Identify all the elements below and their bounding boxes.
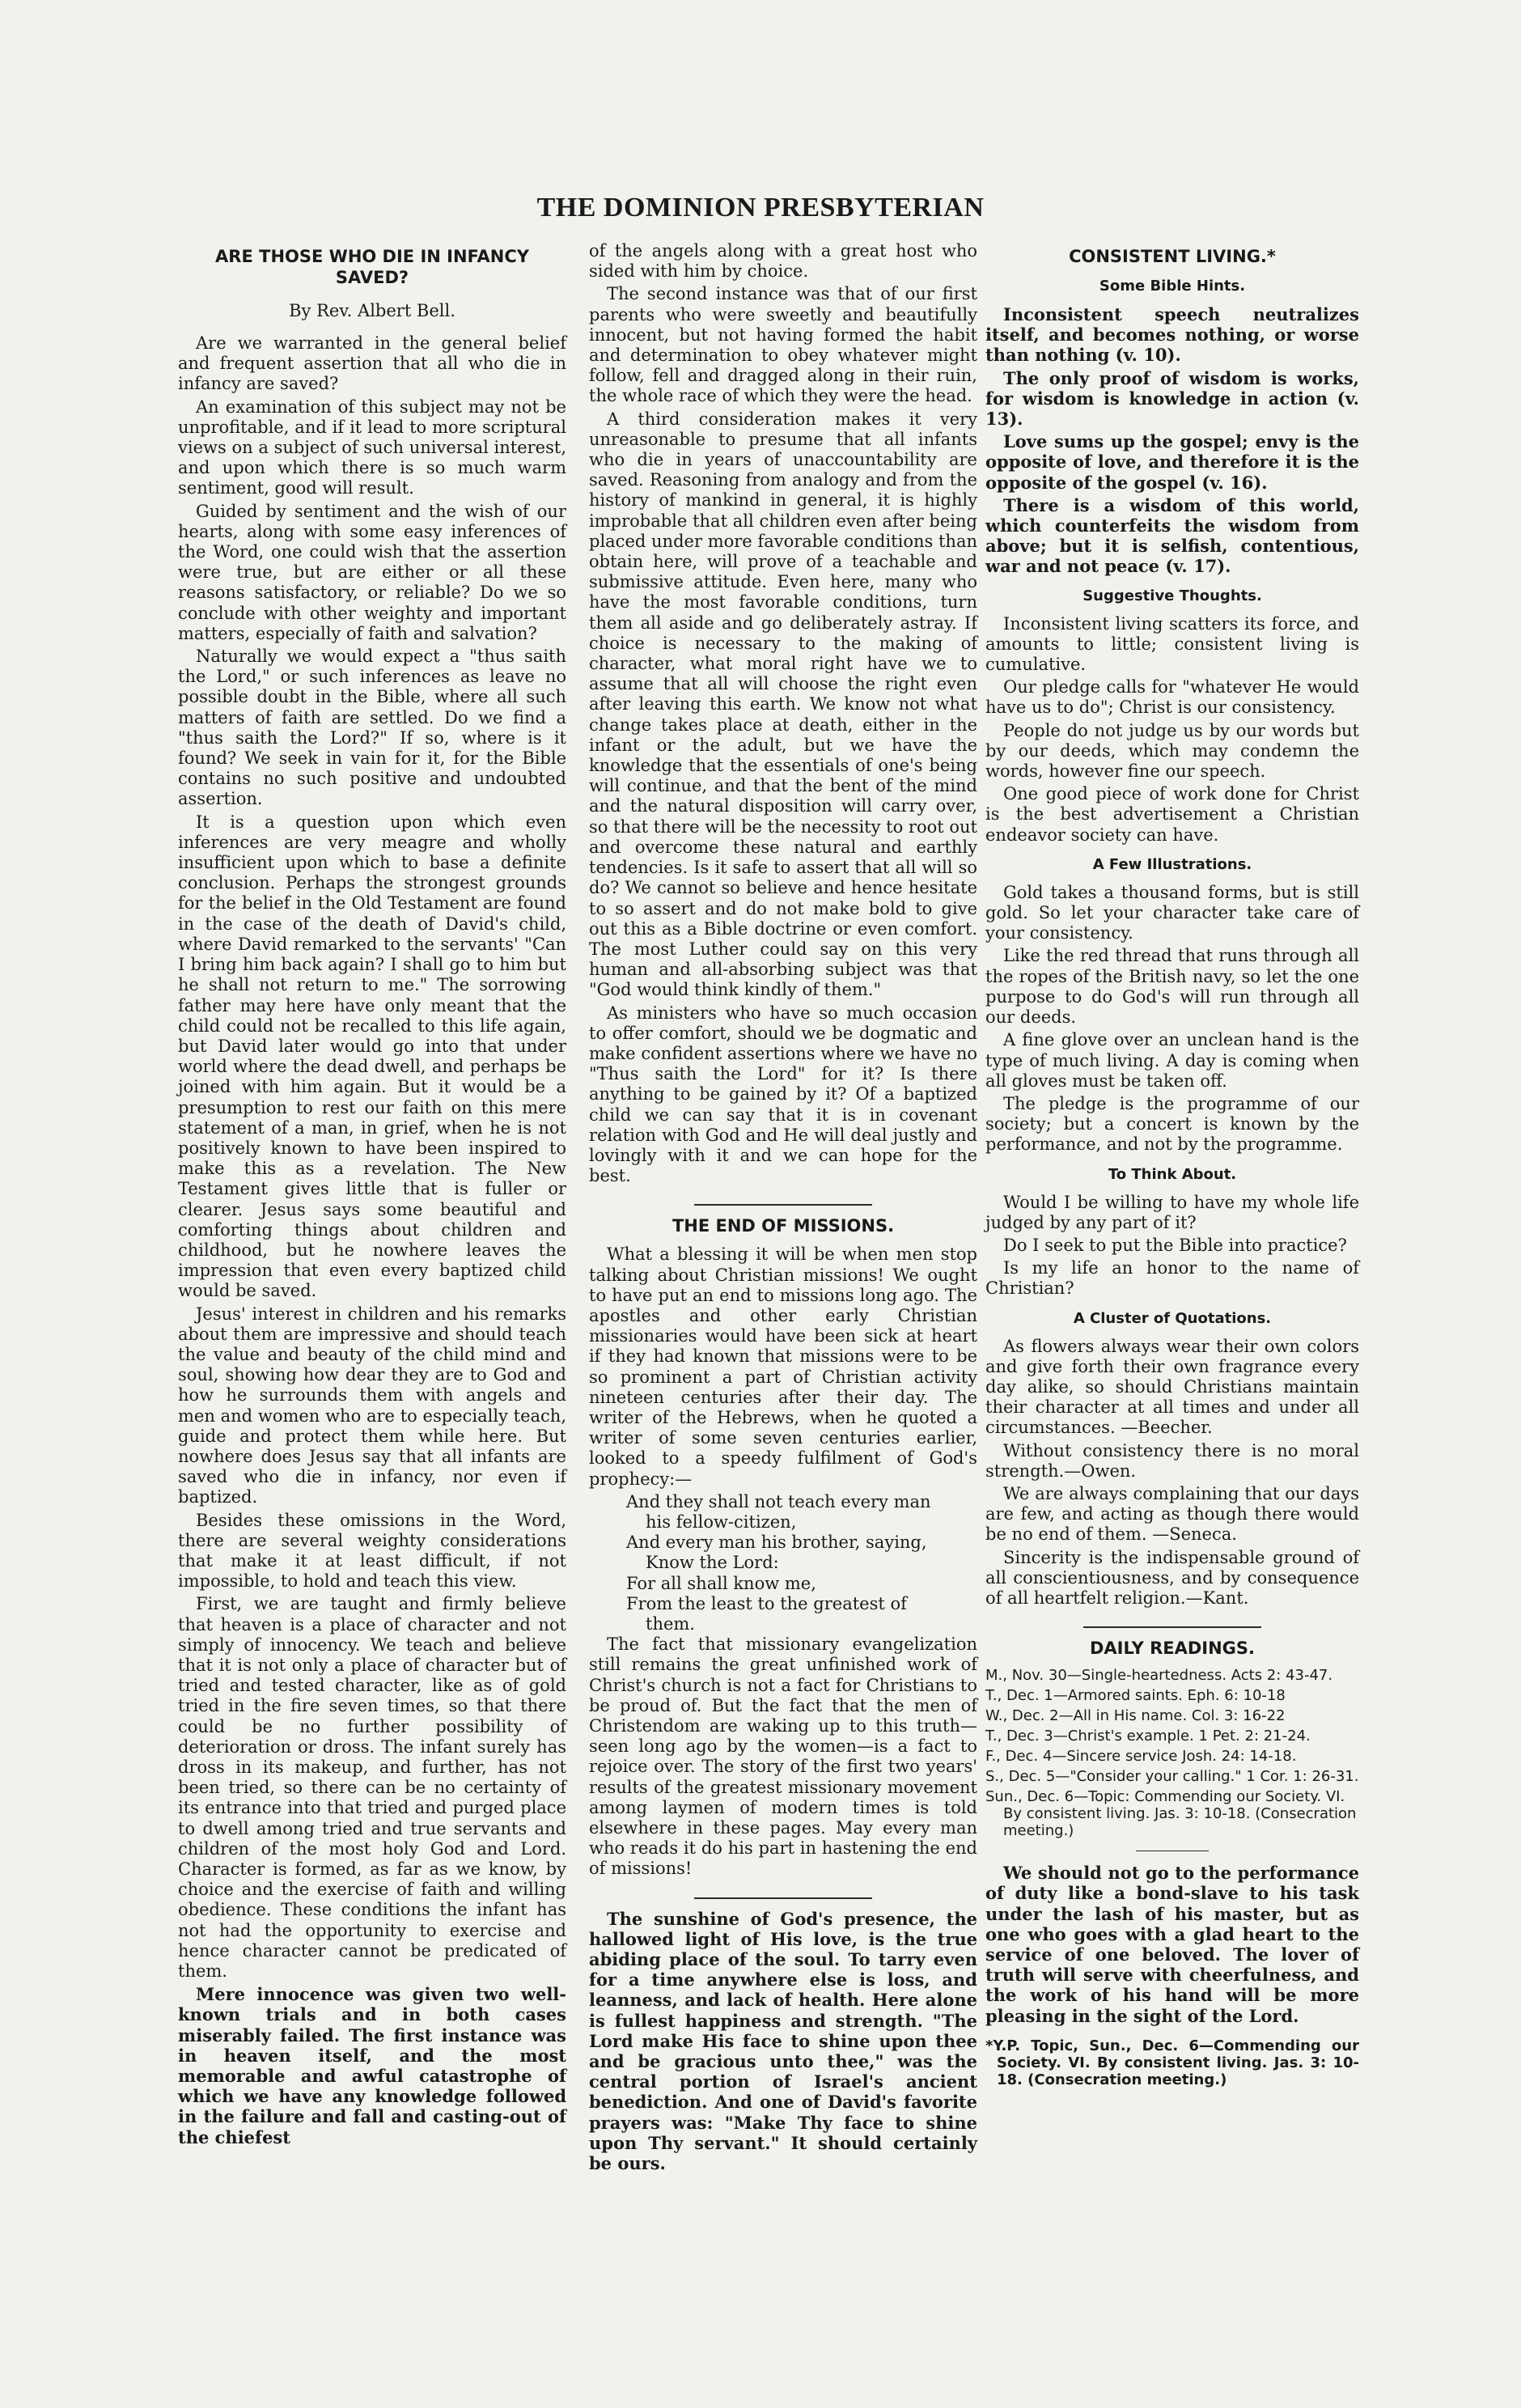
footnote-text: *Y.P. Topic, Sun., Dec. 6—Commending our Society. VI. By consistent living. Jas. 3: 10-18. (Consecration meeting.) [985,2037,1359,2088]
paragraph: There is a wisdom of this world, which counterfeits the wisdom from above; but it is selfish, contentious, war and not peace (v. 17). [985,494,1359,577]
paragraph: An examination of this subject may not be unprofitable, and if it lead to more scriptural views on a subject of such universal interest, and upon which there is so much warm sentiment, good will result. [178,396,566,498]
subheading: A Cluster of Quotations. [1073,1309,1272,1327]
verse-line: And every man his brother, saying, [626,1533,927,1553]
paragraph: We are always complaining that our days are few, and acting as though there would be no end of them. —Seneca. [985,1483,1359,1545]
verse-line: them. [646,1614,695,1634]
verse-line: For all shall know me, [626,1573,816,1593]
article-consistent-living-title: CONSISTENT LIVING.* [1069,247,1276,266]
section-divider [694,1897,872,1899]
footnote [985,2037,1359,2088]
reading-item: S., Dec. 5—"Consider your calling." 1 Cor. 1: 26-31. [985,1768,1359,1786]
masthead: THE DOMINION PRESBYTERIAN [536,193,985,223]
paragraph: Without consistency there is no moral strength.—Owen. [985,1440,1359,1481]
paragraph: Guided by sentiment and the wish of our hearts, along with some easy inferences of the Word, one could wish that the assertion were true, but are either or all these reasons satisfactory, or reliable? Do we so conclude with other weighty and important matters, especially of faith and salvation? [178,501,566,643]
paragraph: The second instance was that of our first parents who were sweetly and beautifully innocent, but not having formed the habit and determination to obey whatever might follow, fell and dragged along in their ruin, the whole race of which they were the head. [589,284,977,406]
paragraph: The fact that missionary evangelization still remains the great unfinished work of Christ's church is not a fact for Christians to be proud of. But the fact that the men of Christendom are waking up to this truth—seen long ago by the women—is a fact to rejoice over. The story of the first two years' results of the greatest missionary movement among laymen of modern times is told elsewhere in these pages. May every man who reads it do his part in hastening the end of missions! [589,1634,977,1879]
paragraph: The only proof of wisdom is works, for wisdom is knowledge in action (v. 13). [985,367,1359,430]
reading-item: W., Dec. 2—All in His name. Col. 3: 16-22 [985,1707,1286,1725]
paragraph: As flowers always wear their own colors and give forth their own fragrance every day alike, so should Christians maintain their character at all times and under all circumstances. —Beecher. [985,1336,1359,1438]
closing-paragraph: We should not go to the performance of duty like a bond-slave to his task under the lash of his master, but as one who goes with a glad heart to the service of one beloved. The lover of truth will serve with cheerfulness, and the work of his hand will be more pleasing in the sight of the Lord. [985,1863,1359,2026]
column-3 [985,241,1359,2091]
verse-line: his fellow-citizen, [646,1511,797,1532]
subheading: Some Bible Hints. [1099,278,1246,295]
column-2 [589,241,977,2176]
article-missions-title: THE END OF MISSIONS. [672,1216,895,1236]
reading-item: F., Dec. 4—Sincere service Josh. 24: 14-18. [985,1748,1297,1766]
paragraph: A third consideration makes it very unreasonable to presume that all infants who die in years of unaccountability are saved. Reasoning from analogy and from the history of mankind in general, it is highly improbable that all children even after being placed under more favorable conditions than obtain here, will prove of a teachable and submissive attitude. Even here, many who have the most favorable conditions, turn them all aside and go deliberately astray. If choice is necessary to the making of character, what moral right have we to assume that all will choose the right even after leaving this earth. We know not what change takes place at death, either in the infant or the adult, but we have the knowledge that the essentials of one's being will continue, and that the bent of the mind and the natural disposition will carry over, so that there will be the necessity to root out and overcome these natural and earthly tendencies. Is it safe to assert that all will so do? We cannot so believe and hence hesitate to so assert and do not make bold to give out this as a Bible doctrine or even comfort. The most Luther could say on this very human and all-absorbing subject was that "God would think kindly of them." [589,409,977,1000]
paragraph: Sincerity is the indispensable ground of all conscientiousness, and by consequence of all heartfelt religion.—Kant. [985,1547,1359,1608]
paragraph: Inconsistent speech neutralizes itself, and becomes nothing, or worse than nothing (v. 10). [985,304,1359,366]
daily-readings-title: DAILY READINGS. [1089,1639,1256,1659]
subheading: Suggestive Thoughts. [1082,587,1262,604]
paragraph: As ministers who have so much occasion to offer comfort, should we be dogmatic and make confident assertions where we have no "Thus saith the Lord" for it? Is there anything to be gained by it? Of a baptized child we can say that it is in covenant relation with God and He will deal justly and lovingly with it and we can hope for the best. [589,1003,977,1186]
reading-item: M., Nov. 30—Single-heartedness. Acts 2: 43-47. [985,1667,1333,1685]
paragraph: Are we warranted in the general belief and frequent assertion that all who die in infancy are saved? [178,333,566,394]
reading-item: T., Dec. 1—Armored saints. Eph. 6: 10-18 [985,1687,1286,1705]
paragraph: First, we are taught and firmly believe that heaven is a place of character and not simply of innocency. We teach and believe that it is not only a place of character but of tried and tested character, like as of gold tried in the fire seven times, so that there could be no further possibility of deterioration or dross. The infant surely has dross in its makeup, and further, has not been tried, so there can be no certainty of its entrance into that tried and purged place to dwell among tried and true servants and children of the most holy God and Lord. Character is formed, as far as we know, by choice and the exercise of faith and willing obedience. These conditions the infant has not had the opportunity to exercise and hence character cannot be predicated of them. [178,1594,566,1982]
verse-line: Know the Lord: [646,1553,779,1573]
verse-line: From the least to the greatest of [626,1593,907,1613]
paragraph: It is a question upon which even inferences are very meagre and wholly insufficient upon which to base a definite conclusion. Perhaps the strongest grounds for the belief in the Old Testament are found in the case of the death of David's child, where David remarked to the servants' "Can I bring him back again? I shall go to him but he shall not return to me." The sorrowing father may here have only meant that the child could not be recalled to this life again, but David later would go into that under world where the dead dwell, and perhaps be joined with him again. But it would be a presumption to rest our faith on this mere statement of a man, in grief, when he is not positively known to have been inspired to make this as a revelation. The New Testament gives little that is fuller or clearer. Jesus says some beautiful and comforting things about children and childhood, but he nowhere leaves the impression that even every baptized child would be saved. [178,812,566,1301]
reading-item: Sun., Dec. 6—Topic: Commending our Society. VI. By consistent living. Jas. 3: 10-18. (Consecration meeting.) [985,1788,1357,1840]
paragraph: Gold takes a thousand forms, but is still gold. So let your character take care of your consistency. [985,882,1359,943]
section-divider [694,1204,872,1206]
paragraph: Like the red thread that runs through all the ropes of the British navy, so let the one purpose to do God's will run through all our deeds. [985,946,1359,1028]
subheading: A Few Illustrations. [1092,855,1252,873]
column-1 [178,241,566,2150]
paragraph: Inconsistent living scatters its force, and amounts to little; consistent living is cumulative. [985,613,1359,675]
article-infancy-title: ARE THOSE WHO DIE IN INFANCY SAVED? [215,247,529,287]
paragraph: Love sums up the gospel; envy is the opposite of love, and therefore it is the opposite of the gospel (v. 16). [985,431,1359,493]
verse-line: And they shall not teach every man [626,1491,931,1511]
paragraph: What a blessing it will be when men stop talking about Christian missions! We ought to have put an end to missions long ago. The apostles and other early Christian missionaries would have been sick at heart if they had known that missions were to be so prominent a part of Christian activity nineteen centuries after their day. The writer of the Hebrews, when he quoted a writer of some seven centuries earlier, looked to a speedy fulfilment of God's prophecy:— [589,1244,977,1489]
paragraph: A fine glove over an unclean hand is the type of much living. A day is coming when all gloves must be taken off. [985,1030,1359,1091]
reading-item: T., Dec. 3—Christ's example. 1 Pet. 2: 21-24. [985,1728,1311,1745]
paragraph: The pledge is the programme of our society; but a concert is known by the performance, and not by the programme. [985,1093,1359,1155]
paragraph: of the angels along with a great host who sided with him by choice. [589,241,977,282]
paragraph: Our pledge calls for "whatever He would have us to do"; Christ is our consistency. [985,677,1359,718]
article-infancy-byline: By Rev. Albert Bell. [289,301,455,320]
paragraph: One good piece of work done for Christ is the best advertisement a Christian endeavor society can have. [985,784,1359,845]
paragraph: Do I seek to put the Bible into practice? [1003,1235,1347,1255]
closing-paragraph: The sunshine of God's presence, the hallowed light of His love, is the true abiding place of the soul. To tarry even for a time anywhere else is loss, and leanness, and lack of health. Here alone is fullest happiness and strength. "The Lord make His face to shine upon thee and be gracious unto thee," was the central portion of Israel's ancient benediction. And one of David's favorite prayers was: "Make Thy face to shine upon Thy servant." It should certainly be ours. [589,1908,977,2174]
paragraph: People do not judge us by our words but by our deeds, which may condemn the words, however fine our speech. [985,720,1359,782]
paragraph: Mere innocence was given two well-known trials and in both cases miserably failed. The first instance was in heaven itself, and the most memorable and awful catastrophe of which we have any knowledge followed in the failure and fall and casting-out of the chiefest [178,1984,566,2147]
paragraph: Would I be willing to have my whole life judged by any part of it? [985,1192,1359,1232]
subheading: To Think About. [1108,1165,1237,1183]
paragraph: Is my life an honor to the name of Christian? [985,1258,1359,1299]
paragraph: Besides these omissions in the Word, there are several weighty considerations that make it at least difficult, if not impossible, to hold and teach this view. [178,1510,566,1592]
daily-readings-list [985,1667,1359,1839]
paragraph: Jesus' interest in children and his remarks about them are impressive and should teach the value and beauty of the child mind and soul, showing how dear they are to God and how he surrounds them with angels and men and women who are to especially teach, guide and protect them while here. But nowhere does Jesus say that all infants are saved who die in infancy, nor even if baptized. [178,1304,566,1507]
scripture-quotation [589,1492,977,1634]
paragraph: Naturally we would expect a "thus saith the Lord," or such inferences as leave no possible doubt in the Bible, where all such matters of faith are settled. Do we find a "thus saith the Lord?" If so, where is it found? We seek in vain for it, for the Bible contains no such positive and undoubted assertion. [178,647,566,809]
section-divider [1083,1626,1261,1628]
